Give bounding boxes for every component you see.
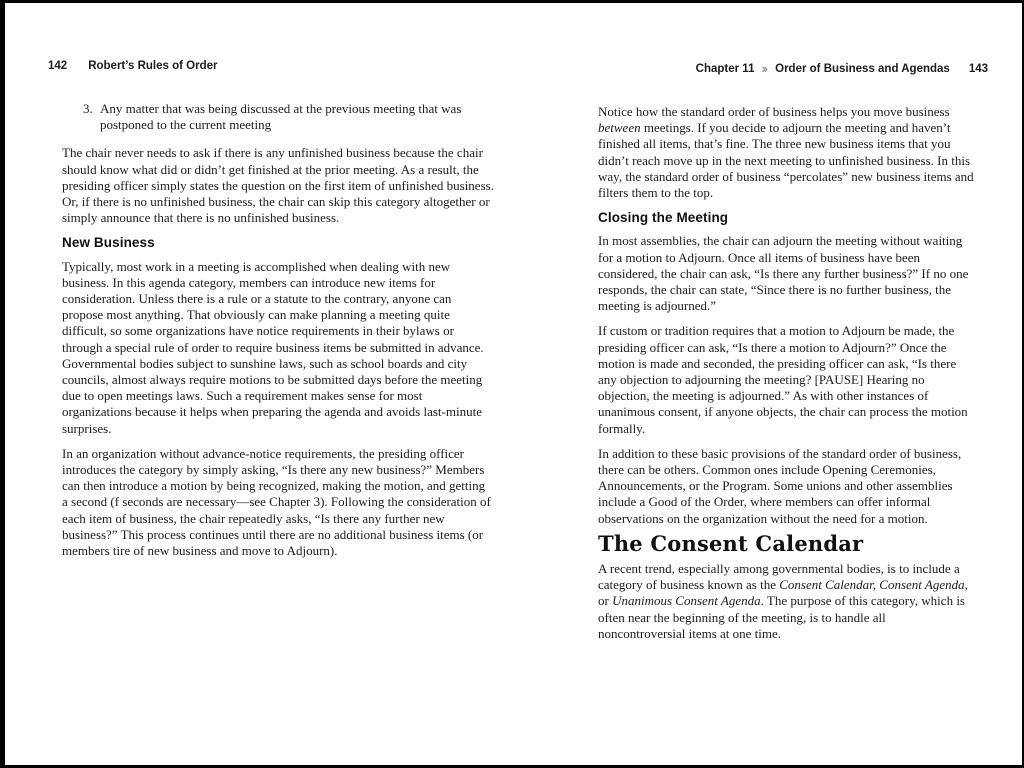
text-run: In most assemblies, the chair can adjourn the meeting without waiting for a motion to Adjourn. Once all items of business have been considered, the chair can ask, “Is there any further business?” If no one responds, the chair can state, “Since there is no further business, the meeting is adjourned.” xyxy=(598,233,969,314)
page-number: 142 xyxy=(48,60,68,72)
text-run: If custom or tradition requires that a motion to Adjourn be made, the presiding officer can ask, “Is there a motion to Adjourn?” Once the motion is made and seconded, the presiding officer can ask, “Is there any objection to adjourning the meeting? [PAUSE] Hearing no objection, the meeting is adjourned.” As with other instances of unanimous consent, if anyone objects, the chair can process the motion formally. xyxy=(598,323,968,436)
right-page-content xyxy=(598,104,974,651)
chapter-title: Order of Business and Agendas xyxy=(775,63,950,75)
book-title: Robert’s Rules of Order xyxy=(88,60,218,72)
chapter-label: Chapter 11 xyxy=(695,63,755,75)
text-run: , or xyxy=(598,577,968,609)
list-marker: 3. xyxy=(83,101,93,116)
heading: Closing the Meeting xyxy=(598,210,729,226)
paragraph xyxy=(598,104,974,201)
book-spread xyxy=(5,3,1022,765)
paragraph xyxy=(62,259,494,437)
text-run: Notice how the standard order of business helps you move business xyxy=(598,104,950,119)
section-heading: The Consent Calendar xyxy=(598,530,864,556)
italic-text: between xyxy=(598,120,641,136)
heading: New Business xyxy=(62,235,155,251)
text-run: A recent trend, especially among governmental bodies, is to include a category of business known as the xyxy=(598,561,960,593)
paragraph xyxy=(598,446,974,527)
text-run: In an organization without advance-notice requirements, the presiding officer introduces the category by simply asking, “Is there any new business?” Members can then introduce a motion by being recognized, making the motion, and getting a second (f seconds are necessary—see Chapter 3). Following the consideration of each item of business, the chair repeatedly asks, “Is there any further new business?” This process continues until there are no additional business items (or members tire of new business and move to Adjourn). xyxy=(62,445,491,559)
text-run: . The purpose of this category, which is often near the beginning of the meeting, is to handle all noncontroversial items at one time. xyxy=(598,593,965,641)
italic-text: Consent Calendar, xyxy=(779,577,877,593)
text-run: meetings. If you decide to adjourn the meeting and haven’t finished all items, that’s fine. The three new business items that you didn’t reach move up in the next meeting to unfinished business. In this way, the standard order of business “percolates” new business items and filters them to the top. xyxy=(598,120,974,201)
text-run: Typically, most work in a meeting is accomplished when dealing with new business. In this agenda category, members can introduce new items for consideration. Unless there is a rule or a statute to the contrary, anyone can propose most anything. That obviously can make planning a meeting quite difficult, so some organizations have notice requirements in their bylaws or through a special rule of order to require business items be submitted in advance. Governmental bodies subject to sunshine laws, such as school boards and city councils, almost always require motions to be submitted days before the meeting due to open meetings laws. Such a requirement makes sense for most organizations because it helps when preparing the agenda and avoids last-minute surprises. xyxy=(62,258,484,436)
text-run: In addition to these basic provisions of the standard order of business, there can be others. Common ones include Opening Ceremonies, Announcements, or the Program. Some unions and other assemblies include a Good of the Order, where members can offer informal observations on the organization without the need for a motion. xyxy=(598,445,962,526)
italic-text: Consent Agenda xyxy=(879,577,965,593)
paragraph xyxy=(598,233,974,314)
right-page-header xyxy=(696,60,988,75)
page-number: 143 xyxy=(968,63,988,75)
list-text: Any matter that was being discussed at the previous meeting that was postponed to the current meeting xyxy=(100,101,462,133)
paragraph xyxy=(598,561,974,642)
list-item xyxy=(83,101,494,133)
double-chevron-icon: ›› xyxy=(761,60,767,76)
italic-text: Unanimous Consent Agenda xyxy=(612,593,761,609)
paragraph xyxy=(62,446,494,559)
left-page-content xyxy=(62,101,494,568)
left-page-header xyxy=(48,60,217,72)
text-run: The chair never needs to ask if there is any unfinished business because the chair should know what did or didn’t get finished at the prior meeting. As a result, the presiding officer simply states the question on the first item of unfinished business. Or, if there is no unfinished business, the chair can skip this category altogether or simply announce that there is no unfinished business. xyxy=(62,145,494,226)
paragraph xyxy=(598,323,974,436)
paragraph xyxy=(62,145,494,226)
